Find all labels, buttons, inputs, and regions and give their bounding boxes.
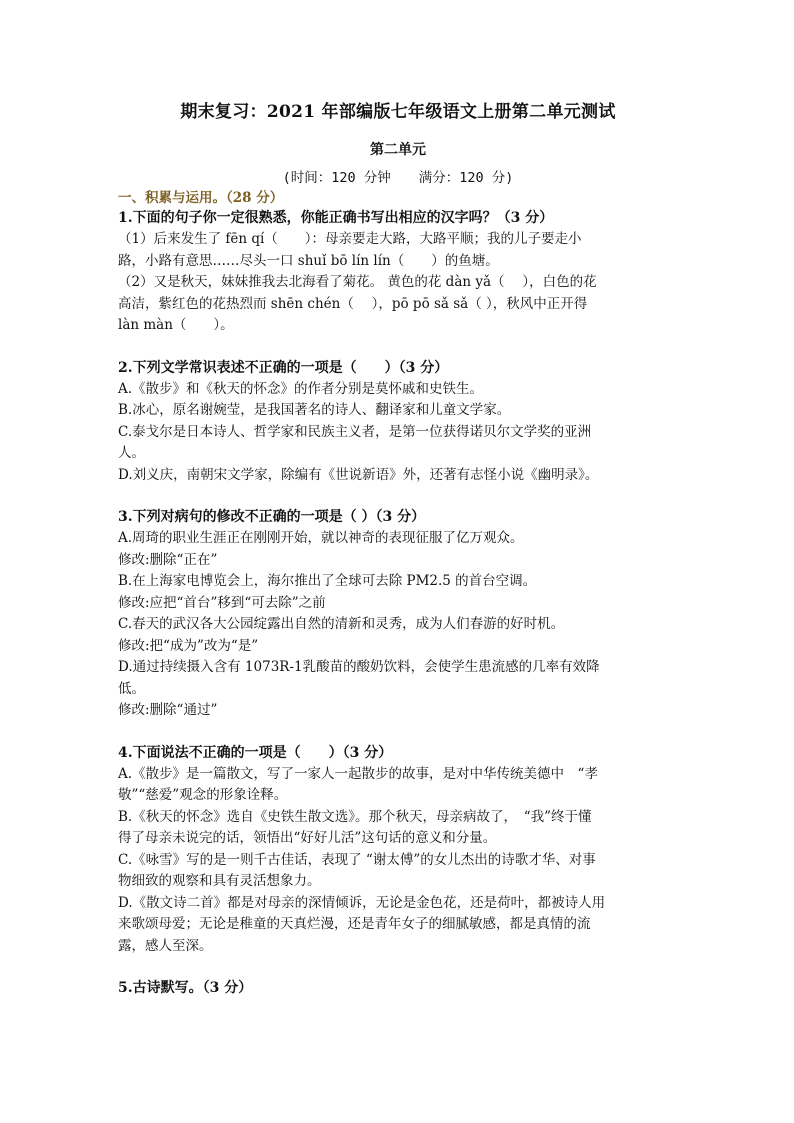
question-1 bbox=[118, 208, 678, 337]
option-line: D.刘义庆，南朝宋文学家，除编有《世说新语》外，还著有志怪小说《幽明录》。 bbox=[118, 466, 599, 483]
question-title: 1.下面的句子你一定很熟悉，你能正确书写出相应的汉字吗？（3 分） bbox=[118, 210, 554, 226]
option-line: C.《咏雪》写的是一则千古佳话，表现了 “谢太傅”的女儿杰出的诗歌才华、对事 bbox=[118, 851, 596, 868]
time-limit: (时间：120 分钟 bbox=[282, 170, 391, 186]
question-3 bbox=[118, 507, 678, 722]
option-line: 修改:应把“首台”移到“可去除”之前 bbox=[118, 594, 326, 611]
option-line: A.周琦的职业生涯正在刚刚开始，就以神奇的表现征服了亿万观众。 bbox=[118, 530, 524, 546]
question-title: 5.古诗默写。（3 分） bbox=[118, 980, 253, 996]
question-4 bbox=[118, 743, 678, 958]
option-line: B.冰心，原名谢婉莹，是我国著名的诗人、翻译家和儿童文学家。 bbox=[118, 402, 511, 418]
question-title: 2.下列文学常识表述不正确的一项是（ ）（3 分） bbox=[118, 359, 449, 376]
section-heading: 一、积累与运用。（28 分） bbox=[118, 190, 284, 206]
question-line: （1）后来发生了 fēn qí（ ）：母亲要走大路，大路平顺；我的儿子要走小 bbox=[118, 231, 582, 247]
question-line: làn màn（ ）。 bbox=[118, 317, 234, 333]
option-line: C.泰戈尔是日本诗人、哲学家和民族主义者，是第一位获得诺贝尔文学奖的亚洲 bbox=[118, 423, 592, 440]
option-line: 人。 bbox=[118, 445, 145, 461]
question-title: 3.下列对病句的修改不正确的一项是（ ）（3 分） bbox=[118, 509, 426, 525]
option-line: C.春天的武汉各大公园绽露出自然的清新和灵秀，成为人们春游的好时机。 bbox=[118, 616, 565, 632]
option-line: 修改:把“成为”改为“是” bbox=[118, 637, 259, 654]
page-title: 期末复习：2021 年部编版七年级语文上册第二单元测试 bbox=[180, 102, 616, 122]
exam-page bbox=[118, 100, 678, 1020]
option-line: 来歌颂母爱；无论是稚童的天真烂漫，还是青年女子的细腻敏感，都是真情的流 bbox=[118, 916, 591, 932]
option-line: 露，感人至深。 bbox=[118, 937, 213, 954]
question-line: 路，小路有意思……尽头一口 shuǐ bō lín lín（ ）的鱼塘。 bbox=[118, 252, 499, 269]
unit-subtitle: 第二单元 bbox=[370, 142, 426, 158]
option-line: D.《散文诗二首》都是对母亲的深情倾诉，无论是金色花，还是荷叶，都被诗人用 bbox=[118, 894, 606, 911]
option-line: D.通过持续摄入含有 1073R-1乳酸苗的酸奶饮料，会使学生患流感的几率有效降 bbox=[118, 659, 600, 675]
option-line: 低。 bbox=[118, 680, 145, 697]
question-title: 4.下面说法不正确的一项是（ ）（3 分） bbox=[118, 744, 393, 761]
question-line: 高洁，紫红色的花热烈而 shēn chén（ ），pō pō sǎ sǎ（ ），秋风中正开得 bbox=[118, 295, 588, 312]
option-line: A.《散步》和《秋天的怀念》的作者分别是莫怀戚和史铁生。 bbox=[118, 380, 484, 397]
option-line: A.《散步》是一篇散文，写了一家人一起散步的故事，是对中华传统美德中 “孝 bbox=[118, 765, 598, 782]
option-line: 物细致的观察和具有灵活想象力。 bbox=[118, 873, 321, 889]
question-5 bbox=[118, 978, 678, 999]
option-line: B.在上海家电博览会上，海尔推出了全球可去除 PM2.5 的首台空调。 bbox=[118, 573, 537, 589]
option-line: B.《秋天的怀念》选自《史铁生散文选》。那个秋天，母亲病故了， “我”终于懂 bbox=[118, 808, 592, 825]
question-line: （2）又是秋天，妹妹推我去北海看了菊花。 黄色的花 dàn yǎ（ ），白色的花 bbox=[118, 274, 597, 290]
option-line: 修改:删除“通过” bbox=[118, 702, 218, 718]
question-2 bbox=[118, 358, 678, 487]
option-line: 修改:删除“正在” bbox=[118, 551, 218, 568]
option-line: 敬”“慈爱”观念的形象诠释。 bbox=[118, 787, 288, 803]
option-line: 得了母亲未说完的话，领悟出“好好儿活”这句话的意义和分量。 bbox=[118, 830, 497, 846]
exam-meta bbox=[118, 168, 678, 188]
full-score: 满分：120 分) bbox=[418, 170, 514, 186]
